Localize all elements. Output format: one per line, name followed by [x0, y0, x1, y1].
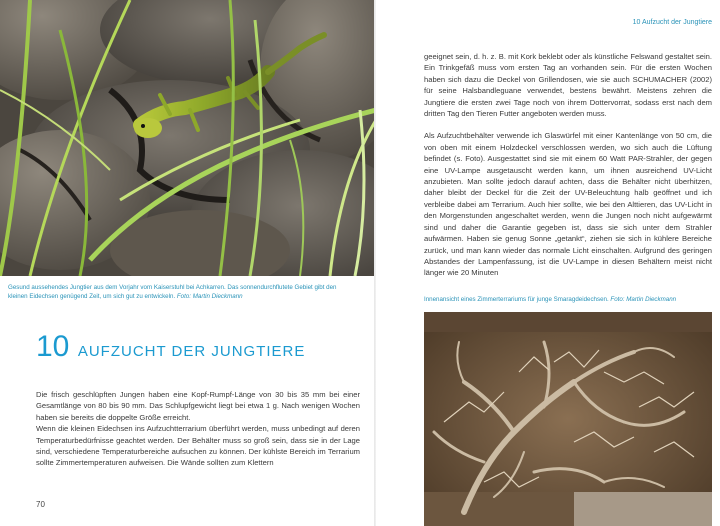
- body-paragraph: Als Aufzuchtbehälter verwende ich Glaswürfel mit einer Kantenlänge von 50 cm, die von oben mit einem Holzdeckel verschlossen werden, wo sich auch die Lüftung befindet (s. Foto). Ausgestattet sind sie mit einem 60 Watt PAR-Strahler, der gegen eine UV-Lampe ausgetauscht werden kann, um ihnen ausreichend UV-Licht anzubieten. Man sollte jedoch darauf achten, dass die Behälter nicht überhitzen, daher bleibt der Deckel für die Zeit der UV-Beleuchtung halb geöffnet und ich verbleibe dabei am Terrarium. Auch hier sollte, wie bei den Alttieren, das UV-Licht in den Morgenstunden angeschaltet werden, wenn die Jungen noch nicht aufgewärmt sind und daher die Garantie gegeben ist, dass sie sich unter dem Strahler aufwärmen. Haben sie genug Sonne „getankt“, ziehen sie sich in kühlere Bereiche zurück, und man kann wieder das normale Licht einschalten. Aufgrund des geringen Abstandes der Lampenfassung, ist die UV-Lampe in diesen Behältern meist nicht länger wie 20 Minuten: [424, 131, 712, 278]
- caption-text: Gesund aussehendes Jungtier aus dem Vorjahr vom Kaiserstuhl bei Achkarren. Das sonnendurchflutete Gebiet gibt den kleinen Eidechsen genügend Zeit, um sich gut zu entwickeln.: [8, 284, 337, 300]
- body-paragraph: geeignet sein, d. h. z. B. mit Kork beklebt oder als künstliche Felswand gestaltet sein. Ein Trinkgefäß muss vom ersten Tag an vorhanden sein. Für die ersten Wochen haben sich dazu die Deckel von Grillendosen, wie sie auch SCHUMACHER (2002) für seine Halsbandleguane verwendet, bestens bewährt. Meistens zehren die Jungtiere die ersten zwei Tage noch von ihrem Dottervorrat, sodass erst nach dem dritten Tag den Tieren Futter angeboten werden muss.: [424, 52, 712, 119]
- terrarium-photo-caption: [424, 296, 714, 305]
- right-page: [376, 0, 720, 526]
- page-number: 70: [36, 500, 45, 509]
- caption-text: Innenansicht eines Zimmerterrariums für junge Smaragdeidechsen.: [424, 296, 609, 303]
- running-head: 10 Aufzucht der Jungtiere: [632, 19, 712, 26]
- right-body-text: [424, 51, 712, 279]
- chapter-title: AUFZUCHT DER JUNGTIERE: [77, 343, 306, 360]
- chapter-heading: [36, 330, 305, 364]
- photo-credit: Foto: Martin Dieckmann: [176, 292, 243, 300]
- body-paragraph: Wenn die kleinen Eidechsen ins Aufzuchtterrarium überführt werden, muss unbedingt auf deren Temperaturbedürfnisse geachtet werden. Der Behälter muss so groß sein, dass sie in der Lage sind, verschiedene Temperaturbereiche aufsuchen zu können. Der kühlste Bereich im Terrarium sollte Zimmertemperaturen aufweisen. Die Wände sollten zum Klettern: [36, 424, 360, 468]
- lizard-photo: [0, 0, 376, 276]
- terrarium-photo: [424, 312, 712, 526]
- photo-credit: Foto: Martin Dieckmann: [610, 296, 677, 303]
- body-paragraph: Die frisch geschlüpften Jungen haben eine Kopf-Rumpf-Länge von 30 bis 35 mm bei einer Gesamtlänge von 80 bis 90 mm. Das Schlupfgewicht liegt bei etwa 1 g. Nach wenigen Wochen haben sie bereits die doppelte Größe erreicht.: [36, 390, 360, 422]
- left-body-text: [36, 389, 360, 469]
- lizard-photo-caption: [8, 284, 340, 301]
- chapter-number: 10: [36, 330, 70, 363]
